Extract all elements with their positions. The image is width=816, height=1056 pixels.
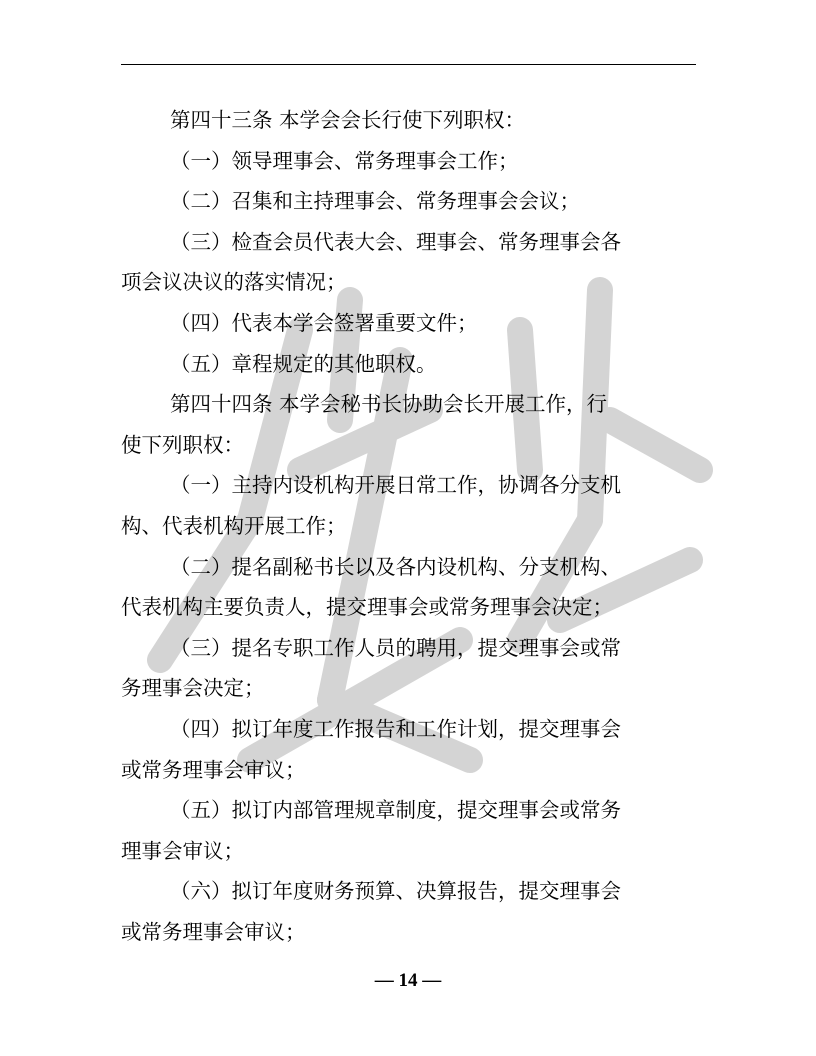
paragraph-line: 代表机构主要负责人，提交理事会或常务理事会决定； <box>121 595 613 620</box>
paragraph-line: （五）拟订内部管理规章制度，提交理事会或常务 <box>170 798 621 823</box>
paragraph-line: （六）拟订年度财务预算、决算报告，提交理事会 <box>170 879 621 904</box>
article-43-heading: 第四十三条 本学会会长行使下列职权： <box>170 108 526 132</box>
paragraph-line: （一）主持内设机构开展日常工作，协调各分支机 <box>170 473 621 498</box>
paragraph-line: 或常务理事会审议； <box>121 757 306 782</box>
page-number: — 14 — <box>374 970 442 991</box>
paragraph-line: 理事会审议； <box>121 838 244 863</box>
paragraph-line: 使下列职权： <box>121 432 244 457</box>
paragraph-line: （三）提名专职工作人员的聘用，提交理事会或常 <box>170 635 621 660</box>
paragraph-line: （四）代表本学会签署重要文件； <box>170 310 478 335</box>
paragraph-line: 构、代表机构开展工作； <box>121 513 347 538</box>
paragraph-line: （二）召集和主持理事会、常务理事会会议； <box>170 189 580 214</box>
document-body <box>121 100 696 952</box>
article-44-heading: 第四十四条 本学会秘书长协助会长开展工作，行 <box>170 392 608 417</box>
paragraph-line: 务理事会决定； <box>121 676 265 701</box>
paragraph-line: 项会议决议的落实情况； <box>121 270 347 295</box>
paragraph-line: 或常务理事会审议； <box>121 919 306 944</box>
paragraph-line: （五）章程规定的其他职权。 <box>170 351 437 376</box>
paragraph-line: （四）拟订年度工作报告和工作计划，提交理事会 <box>170 716 621 741</box>
paragraph-line: （三）检查会员代表大会、理事会、常务理事会各 <box>170 229 621 254</box>
header-rule <box>121 64 696 65</box>
paragraph-line: （二）提名副秘书长以及各内设机构、分支机构、 <box>170 554 621 579</box>
paragraph-line: （一）领导理事会、常务理事会工作； <box>170 148 519 173</box>
